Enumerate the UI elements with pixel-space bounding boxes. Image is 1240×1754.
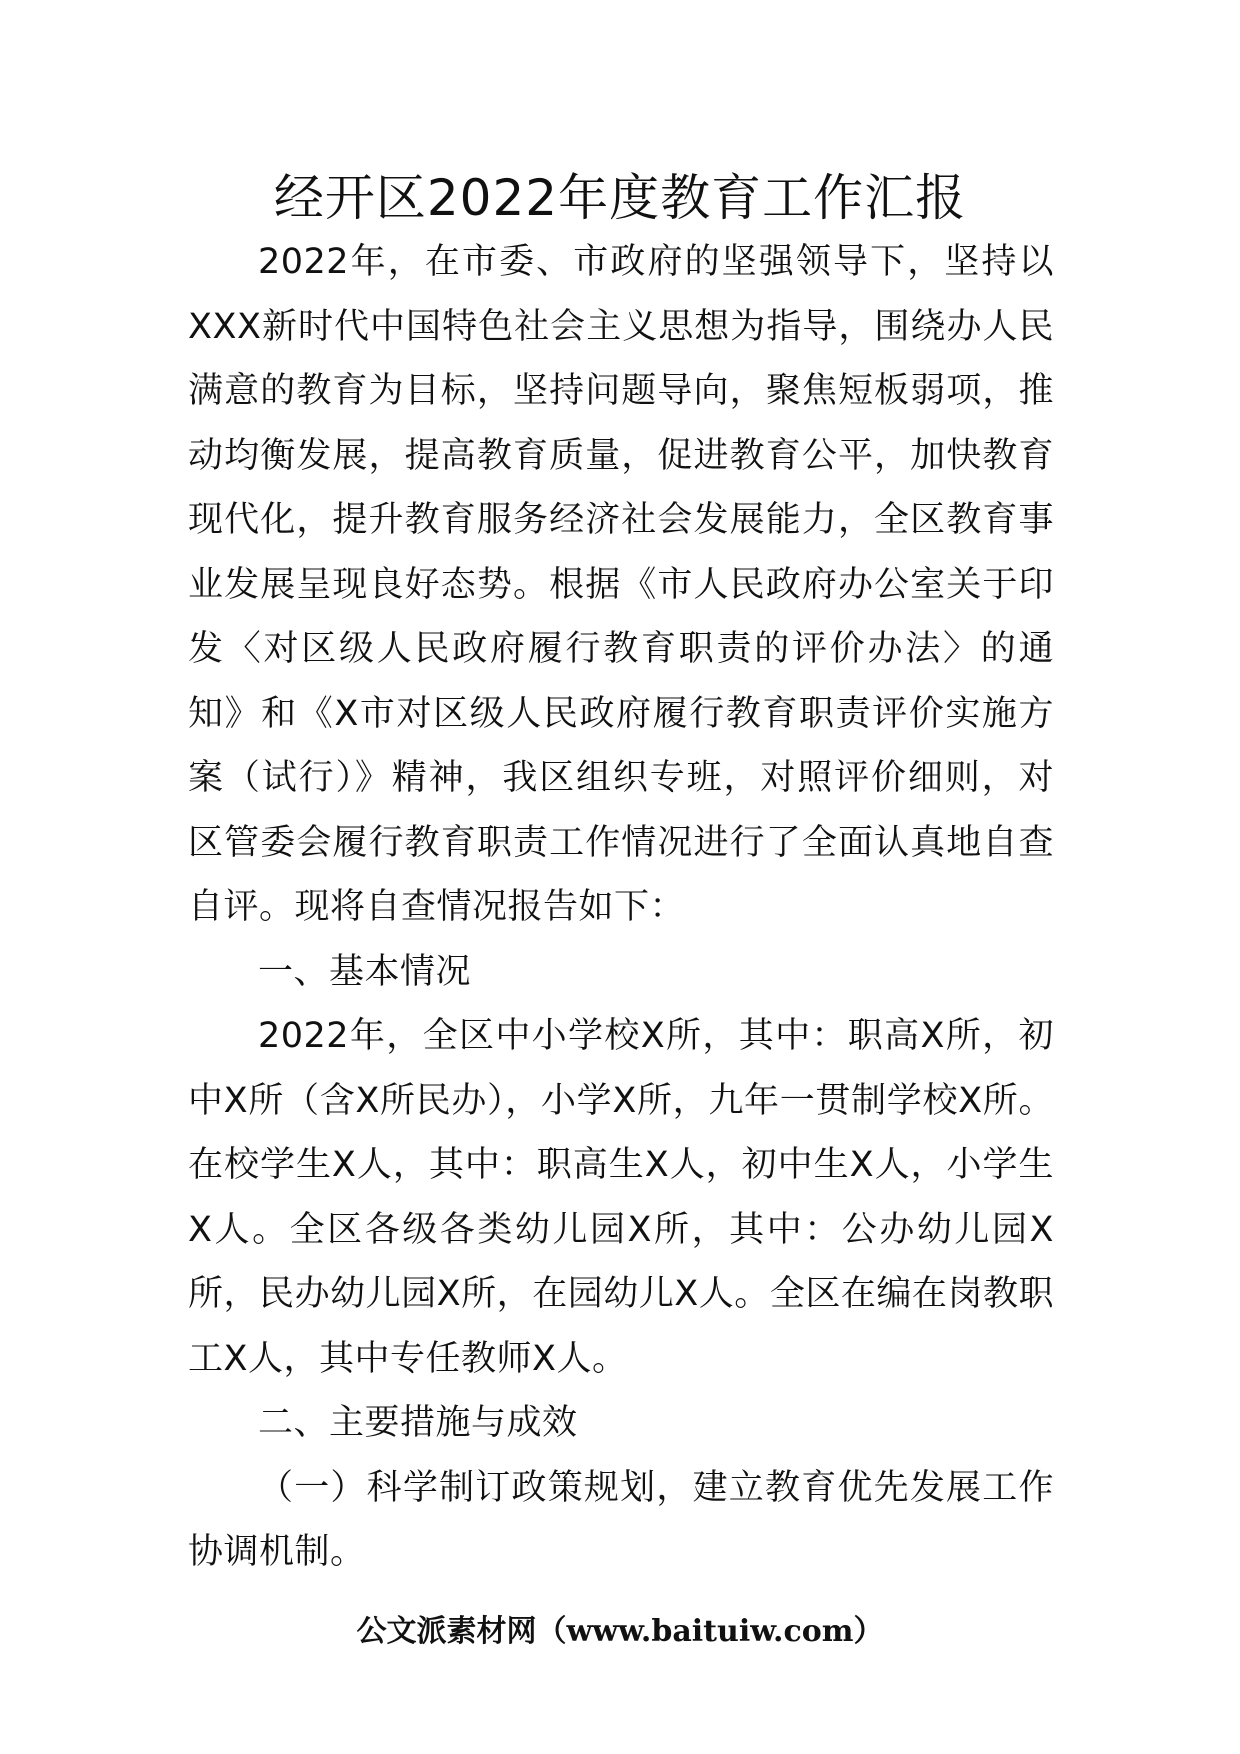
document-body [188, 230, 1054, 1585]
document-title: 经开区2022年度教育工作汇报 [273, 169, 967, 227]
footer-watermark: 公文派素材网（www.baituiw.com） [356, 1614, 884, 1649]
intro-paragraph: 2022年，在市委、市政府的坚强领导下，坚持以XXX新时代中国特色社会主义思想为指导，围绕办人民满意的教育为目标，坚持问题导向，聚焦短板弱项，推动均衡发展，提高教育质量，促进教育公平，加快教育现代化，提升教育服务经济社会发展能力，全区教育事业发展呈现良好态势。根据《市人民政府办公室关于印发〈对区级人民政府履行教育职责的评价办法〉的通知》和《X市对区级人民政府履行教育职责评价实施方案（试行）》精神，我区组织专班，对照评价细则，对区管委会履行教育职责工作情况进行了全面认真地自查自评。现将自查情况报告如下： [188, 242, 1054, 927]
basic-situation-paragraph: 2022年，全区中小学校X所，其中：职高X所，初中X所（含X所民办），小学X所，九年一贯制学校X所。在校学生X人，其中：职高生X人，初中生X人，小学生X人。全区各级各类幼儿园X所，其中：公办幼儿园X所，民办幼儿园X所，在园幼儿X人。全区在编在岗教职工X人，其中专任教师X人。 [188, 1016, 1054, 1379]
subsection-heading-policy-planning: （一）科学制订政策规划，建立教育优先发展工作协调机制。 [188, 1467, 1054, 1572]
section-heading-main-measures: 二、主要措施与成效 [258, 1403, 578, 1443]
section-heading-basic-situation: 一、基本情况 [258, 951, 472, 992]
